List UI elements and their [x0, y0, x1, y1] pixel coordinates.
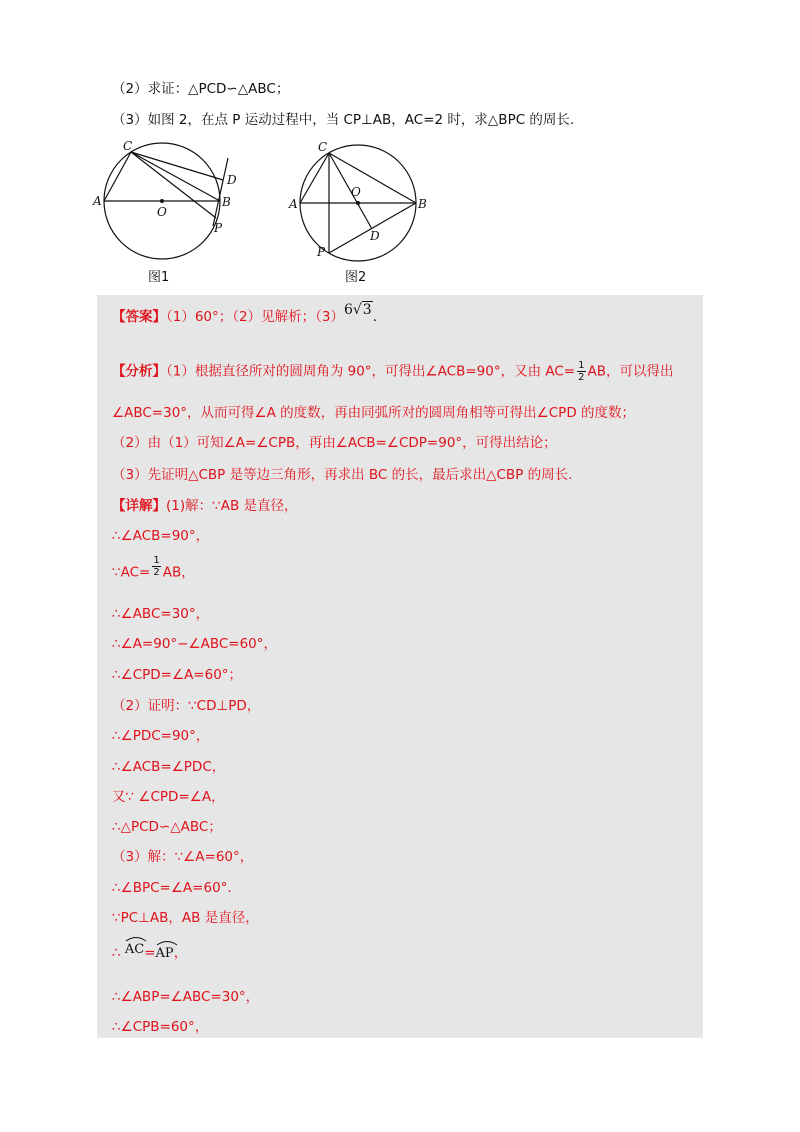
analysis-line-4: （3）先证明△CBP 是等边三角形，再求出 BC 的长，最后求出△CBP 的周长. [112, 467, 573, 483]
fig1-label-b: B [222, 195, 231, 209]
answer-root-coefficient: 6 [343, 302, 353, 318]
figure-2-caption: 图2 [345, 270, 367, 285]
detail-text-15-post: ， [173, 945, 188, 961]
detail-fraction-denominator: 2 [153, 567, 160, 578]
arc-ap-mark [156, 940, 178, 946]
answer-root-radicand: 3 [362, 302, 372, 318]
detail-line-2: ∴∠ACB=90°， [112, 528, 210, 544]
fig2-label-o: O [351, 185, 361, 199]
figure-2 [288, 138, 438, 273]
fig2-segment-cb [329, 153, 416, 203]
answer-line [112, 302, 378, 326]
arc-ac [125, 941, 144, 959]
detail-text-3a: ∵AC= [112, 564, 151, 581]
figure-1 [90, 138, 240, 273]
detail-line-16: ∴∠ABP=∠ABC=30°， [112, 989, 260, 1005]
fig2-label-d: D [370, 229, 380, 243]
fig2-label-c: C [318, 140, 328, 154]
detail-line-5: ∴∠A=90°−∠ABC=60°， [112, 636, 278, 652]
detail-tag: 【详解】 [112, 498, 166, 514]
fig1-tangent-line [213, 158, 228, 226]
question-part-2: （2）求证：△PCD∽△ABC； [112, 81, 290, 97]
detail-line-9: ∴∠ACB=∠PDC， [112, 759, 226, 775]
fig1-segment-ac [104, 152, 131, 201]
detail-line-3 [112, 555, 195, 584]
answer-tag: 【答案】 [112, 309, 166, 325]
detail-line-10: 又∵ ∠CPD=∠A， [112, 789, 225, 805]
arc-equals: = [144, 945, 156, 961]
question-part-3: （3）如图 2，在点 P 运动过程中，当 CP⊥AB，AC=2 时，求△BPC 的周长. [112, 112, 575, 128]
detail-line-7: （2）证明：∵CD⊥PD， [112, 698, 261, 714]
analysis-line-1 [112, 360, 674, 383]
fig1-segment-cb [131, 152, 220, 201]
analysis-text-1a: （1）根据直径所对的圆周角为 90°，可得出∠ACB=90°，又由 AC= [166, 363, 576, 380]
analysis-tag: 【分析】 [112, 363, 166, 380]
fig1-label-c: C [123, 139, 133, 153]
arc-ac-label: AC [124, 942, 145, 957]
fig1-label-p: P [214, 221, 223, 235]
analysis-fraction-numerator: 1 [578, 360, 585, 371]
answer-text: （1）60°；（2）见解析；（3） [166, 309, 344, 325]
analysis-fraction-denominator: 2 [578, 372, 585, 383]
detail-line-11: ∴△PCD∽△ABC； [112, 819, 222, 835]
fig2-segment-pb [329, 203, 416, 253]
detail-text-1: (1)解：∵AB 是直径， [166, 498, 298, 514]
detail-line-8: ∴∠PDC=90°， [112, 728, 210, 744]
fig1-center-dot [160, 199, 164, 203]
fig2-segment-ac [300, 153, 329, 203]
detail-line-15 [112, 944, 187, 963]
detail-line-14: ∵PC⊥AB，AB 是直径， [112, 910, 259, 926]
fig1-label-o: O [157, 205, 167, 219]
detail-line-12: （3）解：∵∠A=60°， [112, 849, 254, 865]
detail-fraction [152, 555, 160, 578]
fig1-label-a: A [93, 194, 102, 208]
detail-text-3b: AB， [162, 564, 195, 581]
answer-end: . [372, 309, 378, 325]
fig2-label-b: B [418, 197, 427, 211]
arc-ac-mark [125, 936, 147, 942]
fig2-label-a: A [289, 197, 298, 211]
analysis-line-2: ∠ABC=30°，从而可得∠A 的度数，再由同弧所对的圆周角相等可得出∠CPD 的度数； [112, 405, 636, 421]
arc-ap [156, 945, 174, 963]
analysis-line-3: （2）由（1）可知∠A=∠CPB，再由∠ACB=∠CDP=90°，可得出结论； [112, 435, 557, 451]
detail-line-4: ∴∠ABC=30°， [112, 606, 210, 622]
detail-line-1 [112, 497, 298, 515]
fig2-center-dot [356, 201, 360, 205]
analysis-text-1b: AB，可以得出 [587, 363, 674, 380]
fig2-label-p: P [317, 245, 326, 259]
detail-therefore: ∴ [112, 945, 121, 961]
figure-1-caption: 图1 [148, 270, 170, 285]
fig1-label-d: D [227, 173, 237, 187]
analysis-fraction [577, 360, 585, 383]
arc-ap-label: AP [155, 946, 174, 961]
detail-line-6: ∴∠CPD=∠A=60°； [112, 667, 243, 683]
fig1-segment-cp [131, 152, 216, 218]
answer-root-expression: 6√3 [343, 302, 372, 318]
detail-line-13: ∴∠BPC=∠A=60°. [112, 880, 232, 896]
detail-line-17: ∴∠CPB=60°， [112, 1019, 209, 1035]
fig1-segment-cd [131, 152, 223, 180]
detail-fraction-numerator: 1 [153, 555, 160, 566]
